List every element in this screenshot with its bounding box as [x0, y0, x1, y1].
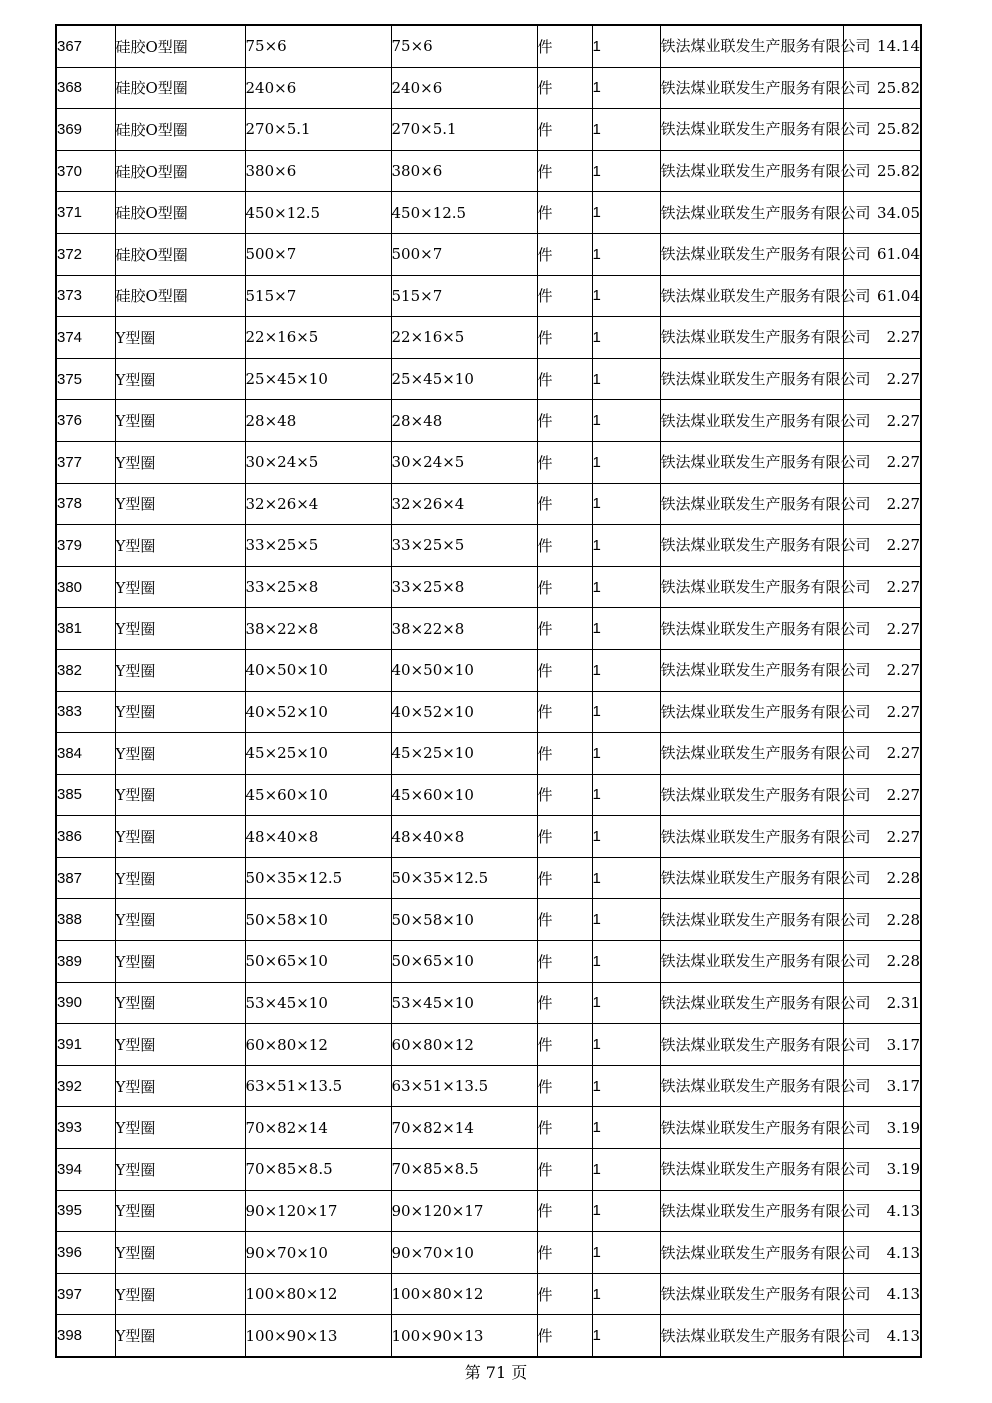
quantity-cell: 1: [592, 400, 660, 442]
item-name-cell: Y型圈: [115, 566, 245, 608]
row-number-cell: 368: [56, 67, 115, 109]
supplier-cell: 铁法煤业联发生产服务有限公司: [660, 525, 843, 567]
supplier-cell: 铁法煤业联发生产服务有限公司: [660, 317, 843, 359]
spec-cell: 40×52×10: [245, 691, 391, 733]
item-name-cell: 硅胶O型圈: [115, 150, 245, 192]
row-number-cell: 383: [56, 691, 115, 733]
unit-cell: 件: [537, 317, 592, 359]
model-cell: 33×25×8: [391, 566, 537, 608]
unit-price-cell: 2.27: [843, 691, 921, 733]
unit-cell: 件: [537, 1107, 592, 1149]
spec-cell: 50×58×10: [245, 899, 391, 941]
unit-cell: 件: [537, 566, 592, 608]
unit-price-cell: 3.19: [843, 1107, 921, 1149]
unit-price-cell: 3.17: [843, 1065, 921, 1107]
item-name-cell: Y型圈: [115, 857, 245, 899]
supplier-cell: 铁法煤业联发生产服务有限公司: [660, 1232, 843, 1274]
unit-price-cell: 2.27: [843, 441, 921, 483]
spec-cell: 33×25×8: [245, 566, 391, 608]
table-row: [56, 441, 921, 483]
quantity-cell: 1: [592, 109, 660, 151]
model-cell: 33×25×5: [391, 525, 537, 567]
unit-price-cell: 2.27: [843, 400, 921, 442]
supplier-cell: 铁法煤业联发生产服务有限公司: [660, 192, 843, 234]
model-cell: 500×7: [391, 233, 537, 275]
quantity-cell: 1: [592, 1232, 660, 1274]
supplier-cell: 铁法煤业联发生产服务有限公司: [660, 1315, 843, 1357]
supplier-cell: 铁法煤业联发生产服务有限公司: [660, 150, 843, 192]
spec-cell: 50×65×10: [245, 941, 391, 983]
unit-price-cell: 4.13: [843, 1315, 921, 1357]
model-cell: 63×51×13.5: [391, 1065, 537, 1107]
unit-price-cell: 25.82: [843, 67, 921, 109]
unit-cell: 件: [537, 67, 592, 109]
model-cell: 50×65×10: [391, 941, 537, 983]
spec-cell: 22×16×5: [245, 317, 391, 359]
supplier-cell: 铁法煤业联发生产服务有限公司: [660, 857, 843, 899]
unit-cell: 件: [537, 649, 592, 691]
unit-price-cell: 2.27: [843, 525, 921, 567]
supplier-cell: 铁法煤业联发生产服务有限公司: [660, 109, 843, 151]
table-row: [56, 1149, 921, 1191]
unit-price-cell: 61.04: [843, 233, 921, 275]
row-number-cell: 382: [56, 649, 115, 691]
unit-cell: 件: [537, 25, 592, 67]
model-cell: 270×5.1: [391, 109, 537, 151]
unit-price-cell: 2.27: [843, 733, 921, 775]
model-cell: 100×80×12: [391, 1273, 537, 1315]
spec-cell: 240×6: [245, 67, 391, 109]
row-number-cell: 390: [56, 982, 115, 1024]
unit-cell: 件: [537, 899, 592, 941]
quantity-cell: 1: [592, 358, 660, 400]
table-row: [56, 857, 921, 899]
row-number-cell: 397: [56, 1273, 115, 1315]
row-number-cell: 381: [56, 608, 115, 650]
unit-price-cell: 2.27: [843, 566, 921, 608]
unit-cell: 件: [537, 233, 592, 275]
table-row: [56, 608, 921, 650]
unit-price-cell: 4.13: [843, 1273, 921, 1315]
supplier-cell: 铁法煤业联发生产服务有限公司: [660, 816, 843, 858]
row-number-cell: 367: [56, 25, 115, 67]
spec-cell: 450×12.5: [245, 192, 391, 234]
table-row: [56, 566, 921, 608]
table-row: [56, 1273, 921, 1315]
supplier-cell: 铁法煤业联发生产服务有限公司: [660, 1149, 843, 1191]
model-cell: 30×24×5: [391, 441, 537, 483]
spec-cell: 500×7: [245, 233, 391, 275]
table-row: [56, 358, 921, 400]
model-cell: 32×26×4: [391, 483, 537, 525]
table-row: [56, 1232, 921, 1274]
item-name-cell: Y型圈: [115, 1065, 245, 1107]
unit-cell: 件: [537, 1190, 592, 1232]
quantity-cell: 1: [592, 857, 660, 899]
unit-price-cell: 2.27: [843, 774, 921, 816]
price-list-table: [55, 24, 922, 1358]
supplier-cell: 铁法煤业联发生产服务有限公司: [660, 733, 843, 775]
row-number-cell: 385: [56, 774, 115, 816]
row-number-cell: 375: [56, 358, 115, 400]
unit-price-cell: 34.05: [843, 192, 921, 234]
row-number-cell: 369: [56, 109, 115, 151]
unit-price-cell: 2.27: [843, 358, 921, 400]
unit-price-cell: 2.27: [843, 483, 921, 525]
item-name-cell: Y型圈: [115, 1107, 245, 1149]
supplier-cell: 铁法煤业联发生产服务有限公司: [660, 400, 843, 442]
spec-cell: 45×60×10: [245, 774, 391, 816]
item-name-cell: Y型圈: [115, 982, 245, 1024]
quantity-cell: 1: [592, 1065, 660, 1107]
model-cell: 50×58×10: [391, 899, 537, 941]
supplier-cell: 铁法煤业联发生产服务有限公司: [660, 982, 843, 1024]
supplier-cell: 铁法煤业联发生产服务有限公司: [660, 1065, 843, 1107]
model-cell: 28×48: [391, 400, 537, 442]
supplier-cell: 铁法煤业联发生产服务有限公司: [660, 899, 843, 941]
spec-cell: 60×80×12: [245, 1024, 391, 1066]
spec-cell: 38×22×8: [245, 608, 391, 650]
unit-price-cell: 2.27: [843, 649, 921, 691]
model-cell: 40×50×10: [391, 649, 537, 691]
model-cell: 90×70×10: [391, 1232, 537, 1274]
unit-cell: 件: [537, 1273, 592, 1315]
unit-cell: 件: [537, 483, 592, 525]
unit-price-cell: 25.82: [843, 109, 921, 151]
unit-cell: 件: [537, 1315, 592, 1357]
unit-cell: 件: [537, 400, 592, 442]
model-cell: 45×25×10: [391, 733, 537, 775]
item-name-cell: 硅胶O型圈: [115, 192, 245, 234]
item-name-cell: Y型圈: [115, 400, 245, 442]
table-row: [56, 691, 921, 733]
quantity-cell: 1: [592, 1024, 660, 1066]
model-cell: 48×40×8: [391, 816, 537, 858]
item-name-cell: Y型圈: [115, 1315, 245, 1357]
spec-cell: 63×51×13.5: [245, 1065, 391, 1107]
unit-price-cell: 2.28: [843, 941, 921, 983]
unit-price-cell: 2.28: [843, 857, 921, 899]
spec-cell: 40×50×10: [245, 649, 391, 691]
table-row: [56, 109, 921, 151]
quantity-cell: 1: [592, 608, 660, 650]
spec-cell: 50×35×12.5: [245, 857, 391, 899]
row-number-cell: 393: [56, 1107, 115, 1149]
table-row: [56, 1107, 921, 1149]
spec-cell: 270×5.1: [245, 109, 391, 151]
row-number-cell: 391: [56, 1024, 115, 1066]
row-number-cell: 377: [56, 441, 115, 483]
model-cell: 40×52×10: [391, 691, 537, 733]
row-number-cell: 370: [56, 150, 115, 192]
unit-cell: 件: [537, 150, 592, 192]
item-name-cell: 硅胶O型圈: [115, 275, 245, 317]
spec-cell: 70×85×8.5: [245, 1149, 391, 1191]
supplier-cell: 铁法煤业联发生产服务有限公司: [660, 1273, 843, 1315]
table-row: [56, 67, 921, 109]
model-cell: 70×85×8.5: [391, 1149, 537, 1191]
item-name-cell: 硅胶O型圈: [115, 233, 245, 275]
table-row: [56, 525, 921, 567]
quantity-cell: 1: [592, 566, 660, 608]
row-number-cell: 392: [56, 1065, 115, 1107]
quantity-cell: 1: [592, 233, 660, 275]
unit-cell: 件: [537, 441, 592, 483]
unit-cell: 件: [537, 691, 592, 733]
spec-cell: 515×7: [245, 275, 391, 317]
unit-cell: 件: [537, 275, 592, 317]
unit-cell: 件: [537, 733, 592, 775]
unit-cell: 件: [537, 857, 592, 899]
supplier-cell: 铁法煤业联发生产服务有限公司: [660, 358, 843, 400]
unit-cell: 件: [537, 1149, 592, 1191]
item-name-cell: 硅胶O型圈: [115, 25, 245, 67]
model-cell: 380×6: [391, 150, 537, 192]
item-name-cell: 硅胶O型圈: [115, 109, 245, 151]
quantity-cell: 1: [592, 941, 660, 983]
table-row: [56, 1065, 921, 1107]
supplier-cell: 铁法煤业联发生产服务有限公司: [660, 941, 843, 983]
spec-cell: 30×24×5: [245, 441, 391, 483]
supplier-cell: 铁法煤业联发生产服务有限公司: [660, 25, 843, 67]
supplier-cell: 铁法煤业联发生产服务有限公司: [660, 774, 843, 816]
quantity-cell: 1: [592, 150, 660, 192]
row-number-cell: 389: [56, 941, 115, 983]
spec-cell: 48×40×8: [245, 816, 391, 858]
spec-cell: 25×45×10: [245, 358, 391, 400]
model-cell: 75×6: [391, 25, 537, 67]
quantity-cell: 1: [592, 1107, 660, 1149]
table-row: [56, 233, 921, 275]
model-cell: 90×120×17: [391, 1190, 537, 1232]
spec-cell: 380×6: [245, 150, 391, 192]
row-number-cell: 398: [56, 1315, 115, 1357]
row-number-cell: 378: [56, 483, 115, 525]
item-name-cell: Y型圈: [115, 1024, 245, 1066]
supplier-cell: 铁法煤业联发生产服务有限公司: [660, 275, 843, 317]
quantity-cell: 1: [592, 483, 660, 525]
row-number-cell: 372: [56, 233, 115, 275]
supplier-cell: 铁法煤业联发生产服务有限公司: [660, 67, 843, 109]
table-row: [56, 941, 921, 983]
item-name-cell: Y型圈: [115, 816, 245, 858]
unit-cell: 件: [537, 525, 592, 567]
unit-price-cell: 2.27: [843, 608, 921, 650]
item-name-cell: Y型圈: [115, 441, 245, 483]
item-name-cell: Y型圈: [115, 1273, 245, 1315]
supplier-cell: 铁法煤业联发生产服务有限公司: [660, 483, 843, 525]
row-number-cell: 376: [56, 400, 115, 442]
model-cell: 100×90×13: [391, 1315, 537, 1357]
row-number-cell: 379: [56, 525, 115, 567]
spec-cell: 32×26×4: [245, 483, 391, 525]
item-name-cell: Y型圈: [115, 649, 245, 691]
spec-cell: 53×45×10: [245, 982, 391, 1024]
unit-price-cell: 2.28: [843, 899, 921, 941]
quantity-cell: 1: [592, 275, 660, 317]
supplier-cell: 铁法煤业联发生产服务有限公司: [660, 566, 843, 608]
supplier-cell: 铁法煤业联发生产服务有限公司: [660, 233, 843, 275]
quantity-cell: 1: [592, 733, 660, 775]
table-body: [56, 25, 921, 1357]
unit-cell: 件: [537, 109, 592, 151]
table-row: [56, 774, 921, 816]
unit-cell: 件: [537, 941, 592, 983]
row-number-cell: 386: [56, 816, 115, 858]
row-number-cell: 388: [56, 899, 115, 941]
item-name-cell: Y型圈: [115, 608, 245, 650]
supplier-cell: 铁法煤业联发生产服务有限公司: [660, 649, 843, 691]
model-cell: 515×7: [391, 275, 537, 317]
unit-price-cell: 61.04: [843, 275, 921, 317]
row-number-cell: 374: [56, 317, 115, 359]
quantity-cell: 1: [592, 982, 660, 1024]
item-name-cell: Y型圈: [115, 317, 245, 359]
model-cell: 450×12.5: [391, 192, 537, 234]
item-name-cell: Y型圈: [115, 899, 245, 941]
supplier-cell: 铁法煤业联发生产服务有限公司: [660, 691, 843, 733]
unit-cell: 件: [537, 774, 592, 816]
table-row: [56, 150, 921, 192]
model-cell: 45×60×10: [391, 774, 537, 816]
row-number-cell: 371: [56, 192, 115, 234]
quantity-cell: 1: [592, 192, 660, 234]
item-name-cell: Y型圈: [115, 358, 245, 400]
unit-cell: 件: [537, 358, 592, 400]
model-cell: 38×22×8: [391, 608, 537, 650]
table-row: [56, 1315, 921, 1357]
supplier-cell: 铁法煤业联发生产服务有限公司: [660, 608, 843, 650]
model-cell: 240×6: [391, 67, 537, 109]
spec-cell: 100×80×12: [245, 1273, 391, 1315]
quantity-cell: 1: [592, 1149, 660, 1191]
row-number-cell: 387: [56, 857, 115, 899]
spec-cell: 33×25×5: [245, 525, 391, 567]
spec-cell: 70×82×14: [245, 1107, 391, 1149]
unit-price-cell: 2.31: [843, 982, 921, 1024]
spec-cell: 90×70×10: [245, 1232, 391, 1274]
model-cell: 70×82×14: [391, 1107, 537, 1149]
unit-price-cell: 14.14: [843, 25, 921, 67]
item-name-cell: Y型圈: [115, 483, 245, 525]
quantity-cell: 1: [592, 525, 660, 567]
row-number-cell: 380: [56, 566, 115, 608]
model-cell: 60×80×12: [391, 1024, 537, 1066]
supplier-cell: 铁法煤业联发生产服务有限公司: [660, 1107, 843, 1149]
table-row: [56, 816, 921, 858]
item-name-cell: Y型圈: [115, 941, 245, 983]
unit-price-cell: 2.27: [843, 317, 921, 359]
quantity-cell: 1: [592, 691, 660, 733]
quantity-cell: 1: [592, 816, 660, 858]
page-number: 第 71 页: [464, 1363, 528, 1382]
quantity-cell: 1: [592, 774, 660, 816]
table-row: [56, 317, 921, 359]
item-name-cell: Y型圈: [115, 1190, 245, 1232]
item-name-cell: Y型圈: [115, 525, 245, 567]
quantity-cell: 1: [592, 1273, 660, 1315]
table-row: [56, 483, 921, 525]
row-number-cell: 384: [56, 733, 115, 775]
item-name-cell: Y型圈: [115, 691, 245, 733]
row-number-cell: 373: [56, 275, 115, 317]
unit-cell: 件: [537, 608, 592, 650]
model-cell: 50×35×12.5: [391, 857, 537, 899]
quantity-cell: 1: [592, 899, 660, 941]
unit-cell: 件: [537, 1065, 592, 1107]
spec-cell: 90×120×17: [245, 1190, 391, 1232]
table-row: [56, 25, 921, 67]
quantity-cell: 1: [592, 441, 660, 483]
row-number-cell: 395: [56, 1190, 115, 1232]
table-row: [56, 649, 921, 691]
supplier-cell: 铁法煤业联发生产服务有限公司: [660, 1024, 843, 1066]
item-name-cell: Y型圈: [115, 774, 245, 816]
table-row: [56, 733, 921, 775]
model-cell: 53×45×10: [391, 982, 537, 1024]
model-cell: 22×16×5: [391, 317, 537, 359]
row-number-cell: 396: [56, 1232, 115, 1274]
quantity-cell: 1: [592, 25, 660, 67]
table-row: [56, 192, 921, 234]
unit-price-cell: 3.19: [843, 1149, 921, 1191]
quantity-cell: 1: [592, 1315, 660, 1357]
spec-cell: 45×25×10: [245, 733, 391, 775]
item-name-cell: Y型圈: [115, 733, 245, 775]
table-row: [56, 400, 921, 442]
unit-cell: 件: [537, 192, 592, 234]
spec-cell: 75×6: [245, 25, 391, 67]
row-number-cell: 394: [56, 1149, 115, 1191]
spec-cell: 28×48: [245, 400, 391, 442]
spec-cell: 100×90×13: [245, 1315, 391, 1357]
supplier-cell: 铁法煤业联发生产服务有限公司: [660, 441, 843, 483]
table-row: [56, 275, 921, 317]
quantity-cell: 1: [592, 67, 660, 109]
quantity-cell: 1: [592, 649, 660, 691]
supplier-cell: 铁法煤业联发生产服务有限公司: [660, 1190, 843, 1232]
model-cell: 25×45×10: [391, 358, 537, 400]
item-name-cell: 硅胶O型圈: [115, 67, 245, 109]
quantity-cell: 1: [592, 317, 660, 359]
table-row: [56, 899, 921, 941]
table-row: [56, 1024, 921, 1066]
item-name-cell: Y型圈: [115, 1232, 245, 1274]
unit-price-cell: 4.13: [843, 1190, 921, 1232]
unit-price-cell: 2.27: [843, 816, 921, 858]
unit-cell: 件: [537, 1232, 592, 1274]
unit-price-cell: 25.82: [843, 150, 921, 192]
item-name-cell: Y型圈: [115, 1149, 245, 1191]
table-row: [56, 1190, 921, 1232]
unit-price-cell: 3.17: [843, 1024, 921, 1066]
unit-price-cell: 4.13: [843, 1232, 921, 1274]
quantity-cell: 1: [592, 1190, 660, 1232]
unit-cell: 件: [537, 816, 592, 858]
table-row: [56, 982, 921, 1024]
unit-cell: 件: [537, 1024, 592, 1066]
unit-cell: 件: [537, 982, 592, 1024]
